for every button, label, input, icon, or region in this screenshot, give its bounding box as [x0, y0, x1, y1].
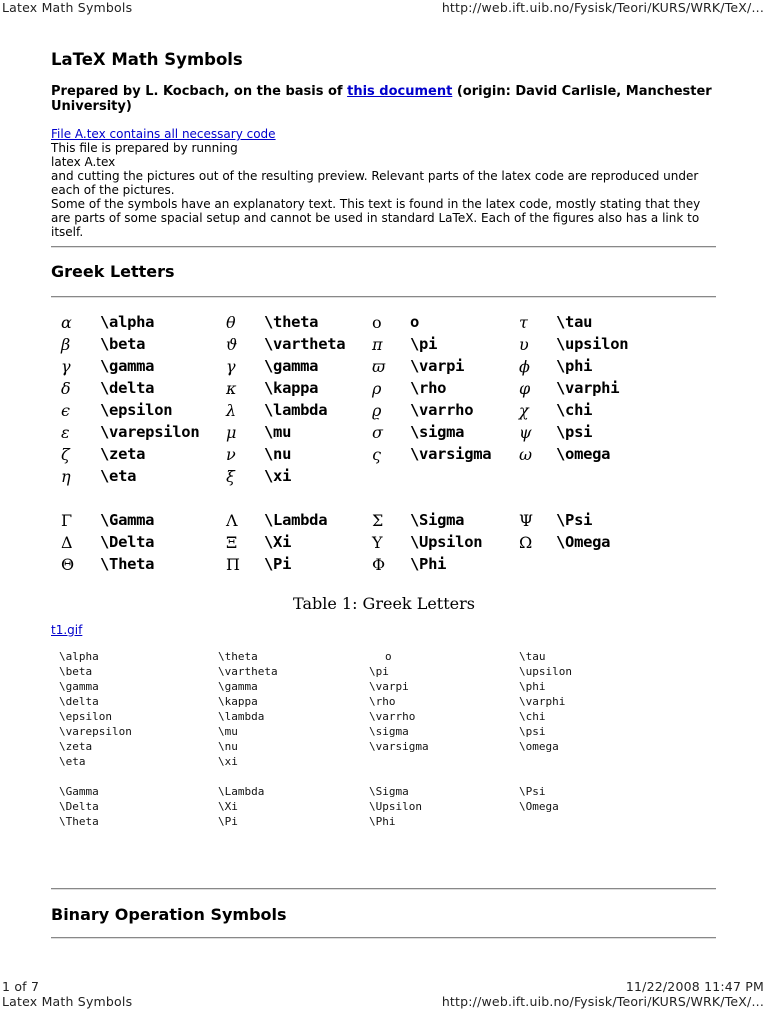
latex-code-item: \gamma — [218, 680, 258, 693]
greek-symbol-glyph: ϕ — [519, 357, 530, 376]
greek-symbol-glyph: υ — [519, 335, 529, 354]
latex-code-item: \chi — [519, 710, 546, 723]
greek-symbol-glyph: ρ — [372, 379, 382, 398]
greek-symbol-glyph: Γ — [61, 511, 73, 530]
print-footer-2 — [0, 994, 768, 1010]
greek-command-label: \Xi — [264, 533, 292, 551]
greek-command-label: \kappa — [264, 379, 319, 397]
latex-code-item: \eta — [59, 755, 86, 768]
greek-command-label: \vartheta — [264, 335, 346, 353]
print-footer-page: 1 of 7 — [2, 979, 40, 994]
latex-code-item: \xi — [218, 755, 238, 768]
latex-code-item: \varpi — [369, 680, 409, 693]
greek-command-label: \varepsilon — [100, 423, 200, 441]
latex-code-item: \phi — [519, 680, 546, 693]
intro-line: Some of the symbols have an explanatory text. This text is found in the latex code, mostly stating that they are parts of some spacial setup and cannot be used in standard LaTeX. Each of the figures also has a link to itself. — [51, 197, 701, 239]
latex-code-item: \rho — [369, 695, 396, 708]
greek-command-label: \pi — [410, 335, 438, 353]
latex-code-item: \varrho — [369, 710, 416, 723]
greek-command-label: \delta — [100, 379, 155, 397]
greek-symbol-glyph: ϖ — [372, 357, 386, 376]
greek-command-label: \sigma — [410, 423, 465, 441]
section-title-binary: Binary Operation Symbols — [51, 905, 287, 924]
greek-command-label: \alpha — [100, 313, 155, 331]
greek-symbol-glyph: Ω — [519, 533, 533, 552]
divider — [51, 937, 716, 939]
greek-command-label: \Phi — [410, 555, 447, 573]
latex-code-item: \beta — [59, 665, 93, 678]
latex-code-item: \Omega — [519, 800, 559, 813]
greek-symbol-glyph: Ψ — [519, 511, 534, 530]
greek-command-label: \beta — [100, 335, 146, 353]
greek-symbol-glyph: α — [61, 313, 72, 332]
greek-symbol-glyph: χ — [519, 401, 529, 420]
greek-command-label: \Omega — [556, 533, 611, 551]
latex-code-item: \theta — [218, 650, 258, 663]
divider — [51, 296, 716, 298]
greek-symbol-glyph: Υ — [372, 533, 383, 552]
greek-command-label: \rho — [410, 379, 447, 397]
section-title-greek: Greek Letters — [51, 262, 175, 281]
greek-symbol-glyph: ϱ — [372, 401, 382, 420]
intro-line: and cutting the pictures out of the resulting preview. Relevant parts of the latex code are reproduced under each of the pictures. — [51, 169, 699, 197]
greek-symbol-glyph: Σ — [372, 511, 384, 530]
greek-symbol-glyph: μ — [226, 423, 237, 442]
print-footer-url: http://web.ift.uib.no/Fysisk/Teori/KURS/WRK/TeX/... — [441, 994, 764, 1009]
greek-symbol-glyph: σ — [372, 423, 383, 442]
intro-line: latex A.tex — [51, 155, 116, 169]
greek-symbol-glyph: Φ — [372, 555, 386, 574]
greek-symbol-glyph: δ — [61, 379, 71, 398]
latex-code-item: \lambda — [218, 710, 265, 723]
latex-code-item: \delta — [59, 695, 99, 708]
prepared-text: Prepared by L. Kocbach, on the basis of — [51, 84, 348, 99]
greek-command-label: \Psi — [556, 511, 593, 529]
latex-code-item: \tau — [519, 650, 546, 663]
latex-code-item: \nu — [218, 740, 238, 753]
latex-code-item: \gamma — [59, 680, 99, 693]
greek-command-label: \gamma — [264, 357, 319, 375]
file-atex-link[interactable]: File A.tex contains all necessary code — [51, 127, 276, 141]
table-caption: Table 1: Greek Letters — [293, 594, 475, 613]
greek-command-label: \epsilon — [100, 401, 173, 419]
greek-command-label: \Sigma — [410, 511, 465, 529]
greek-command-label: \mu — [264, 423, 292, 441]
intro-text — [51, 127, 719, 239]
latex-code-item: \Pi — [218, 815, 238, 828]
greek-command-label: \varphi — [556, 379, 620, 397]
latex-code-item: \alpha — [59, 650, 99, 663]
greek-symbol-glyph: φ — [519, 379, 531, 398]
greek-symbol-glyph: β — [61, 335, 71, 354]
greek-command-label: \lambda — [264, 401, 328, 419]
greek-command-label: \Upsilon — [410, 533, 483, 551]
greek-command-label: \nu — [264, 445, 292, 463]
greek-symbol-glyph: ϑ — [226, 335, 238, 354]
print-footer-datetime: 11/22/2008 11:47 PM — [625, 979, 764, 994]
latex-code-item: \Xi — [218, 800, 238, 813]
latex-code-item: o — [385, 650, 392, 663]
print-header-title: Latex Math Symbols — [2, 0, 133, 15]
greek-symbol-glyph: o — [372, 313, 382, 332]
latex-code-item: \varepsilon — [59, 725, 132, 738]
greek-command-label: \psi — [556, 423, 593, 441]
latex-code-item: \Upsilon — [369, 800, 422, 813]
print-footer — [0, 979, 768, 995]
greek-symbol-glyph: Ξ — [226, 533, 238, 552]
latex-code-item: \mu — [218, 725, 238, 738]
greek-symbol-glyph: ω — [519, 445, 533, 464]
greek-command-label: \theta — [264, 313, 319, 331]
greek-symbol-glyph: ϵ — [61, 401, 70, 420]
greek-symbol-glyph: Δ — [61, 533, 73, 552]
latex-code-item: \Sigma — [369, 785, 409, 798]
latex-code-item: \omega — [519, 740, 559, 753]
greek-command-label: \varsigma — [410, 445, 492, 463]
greek-command-label: \Lambda — [264, 511, 328, 529]
greek-symbol-glyph: ς — [372, 445, 381, 464]
greek-command-label: \Delta — [100, 533, 155, 551]
latex-code-item: \upsilon — [519, 665, 572, 678]
greek-command-label: \varpi — [410, 357, 465, 375]
greek-symbol-glyph: ψ — [519, 423, 532, 442]
latex-code-item: \Delta — [59, 800, 99, 813]
greek-symbol-glyph: γ — [226, 357, 236, 376]
latex-code-item: \varphi — [519, 695, 566, 708]
latex-code-item: \varsigma — [369, 740, 429, 753]
print-header — [0, 0, 768, 16]
greek-command-label: \tau — [556, 313, 593, 331]
greek-command-label: \eta — [100, 467, 137, 485]
greek-symbol-glyph: ξ — [226, 467, 235, 486]
page-title: LaTeX Math Symbols — [51, 50, 243, 69]
latex-code-item: \sigma — [369, 725, 409, 738]
greek-command-label: \zeta — [100, 445, 146, 463]
greek-command-label: \varrho — [410, 401, 474, 419]
greek-command-label: \Gamma — [100, 511, 155, 529]
greek-symbol-glyph: π — [372, 335, 383, 354]
latex-code-item: \epsilon — [59, 710, 112, 723]
greek-symbol-glyph: η — [61, 467, 71, 486]
latex-code-item: \Theta — [59, 815, 99, 828]
latex-code-item: \psi — [519, 725, 546, 738]
greek-command-label: \xi — [264, 467, 292, 485]
prepared-origin: (origin: David Carlisle, Manchester University) — [51, 84, 712, 114]
greek-symbol-glyph: ε — [61, 423, 70, 442]
greek-command-label: \chi — [556, 401, 593, 419]
greek-command-label: \upsilon — [556, 335, 629, 353]
latex-code-item: \pi — [369, 665, 389, 678]
greek-symbol-glyph: θ — [226, 313, 236, 332]
greek-symbol-glyph: τ — [519, 313, 528, 332]
t1-gif-link[interactable]: t1.gif — [51, 623, 83, 637]
latex-code-item: \Lambda — [218, 785, 265, 798]
latex-code-item: \Phi — [369, 815, 396, 828]
intro-line: This file is prepared by running — [51, 141, 238, 155]
print-footer-title: Latex Math Symbols — [2, 994, 133, 1009]
latex-code-item: \vartheta — [218, 665, 278, 678]
greek-symbol-glyph: κ — [226, 379, 237, 398]
latex-code-item: \Gamma — [59, 785, 99, 798]
greek-command-label: \phi — [556, 357, 593, 375]
greek-command-label: \Theta — [100, 555, 155, 573]
greek-symbol-glyph: Θ — [61, 555, 75, 574]
latex-code-item: \zeta — [59, 740, 93, 753]
greek-command-label: \Pi — [264, 555, 292, 573]
greek-symbol-glyph: λ — [226, 401, 237, 420]
latex-code-item: \kappa — [218, 695, 258, 708]
divider — [51, 888, 716, 890]
greek-command-label: o — [410, 313, 420, 331]
divider — [51, 246, 716, 248]
greek-symbol-glyph: ν — [226, 445, 236, 464]
greek-symbol-glyph: γ — [61, 357, 71, 376]
print-header-url: http://web.ift.uib.no/Fysisk/Teori/KURS/WRK/TeX/... — [441, 0, 764, 15]
greek-symbol-glyph: Π — [226, 555, 240, 574]
greek-symbol-glyph: Λ — [226, 511, 238, 530]
greek-command-label: \gamma — [100, 357, 155, 375]
this-document-link[interactable]: this document — [347, 84, 453, 99]
greek-symbol-glyph: ζ — [61, 445, 70, 464]
latex-code-item: \Psi — [519, 785, 546, 798]
prepared-by — [51, 84, 716, 114]
greek-command-label: \omega — [556, 445, 611, 463]
